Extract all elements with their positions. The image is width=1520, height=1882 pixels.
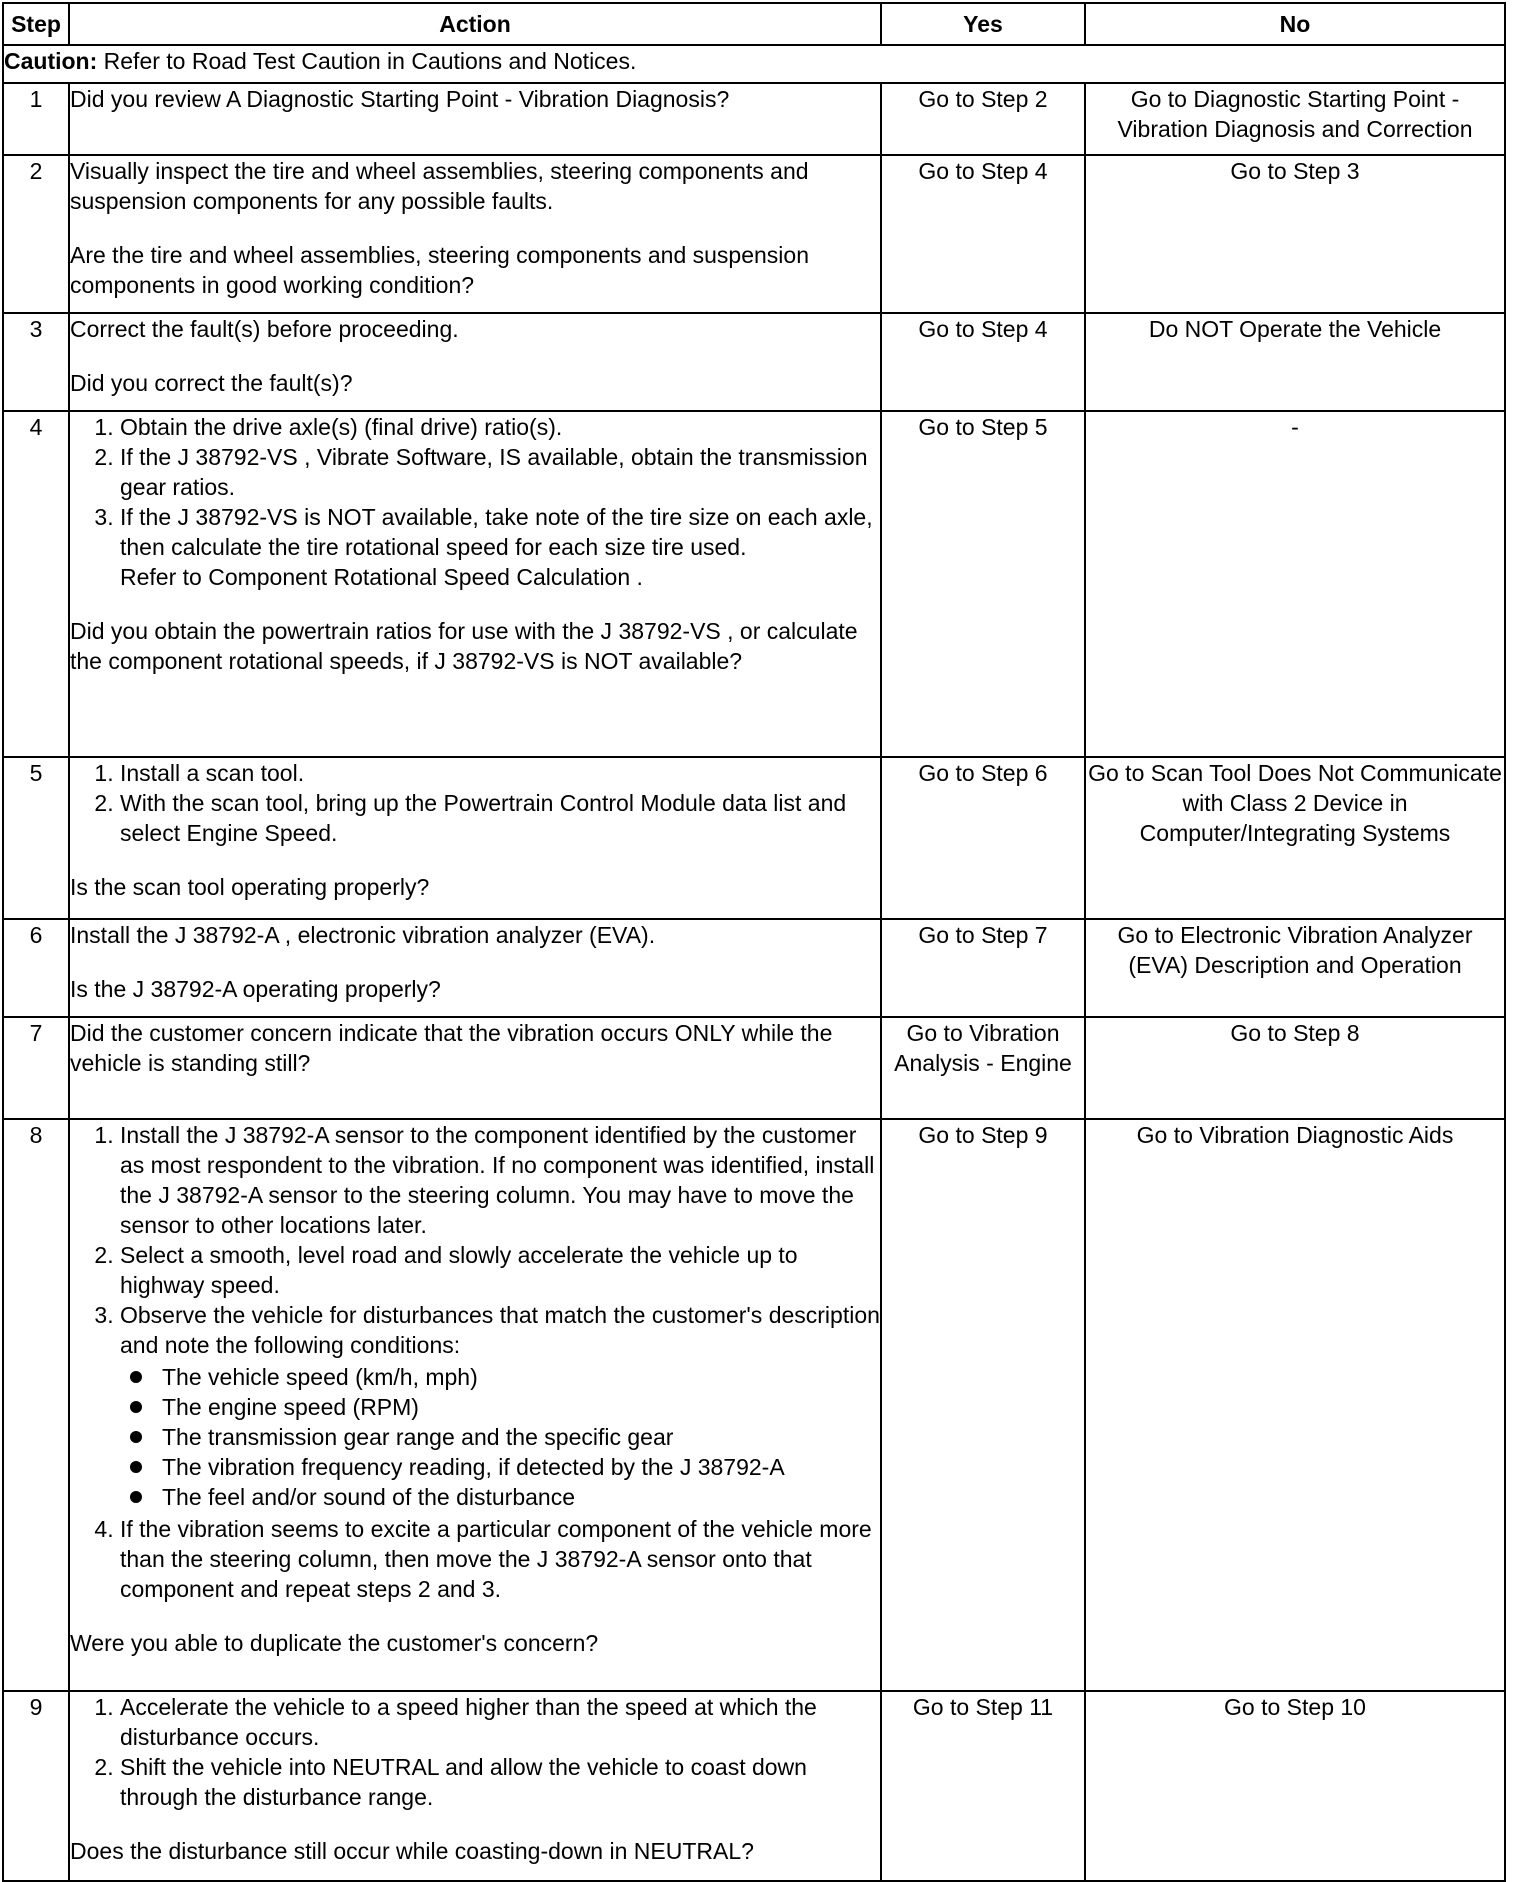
procedure-item <box>120 1120 880 1240</box>
procedure-note: Refer to Component Rotational Speed Calculation . <box>120 564 643 590</box>
condition-item: The feel and/or sound of the disturbance <box>162 1482 880 1512</box>
yes-cell: Go to Step 6 <box>881 757 1085 919</box>
no-cell: Go to Electronic Vibration Analyzer (EVA) Description and Operation <box>1085 919 1505 1017</box>
procedure-text: With the scan tool, bring up the Powertrain Control Module data list and select Engine Speed. <box>120 790 847 846</box>
step-number: 8 <box>3 1119 69 1691</box>
action-cell <box>69 83 881 155</box>
step-number: 4 <box>3 411 69 757</box>
no-cell: Go to Vibration Diagnostic Aids <box>1085 1119 1505 1691</box>
action-question: Did you correct the fault(s)? <box>70 370 353 396</box>
caution-row <box>3 45 1505 83</box>
action-cell <box>69 155 881 313</box>
yes-cell: Go to Vibration Analysis - Engine <box>881 1017 1085 1119</box>
action-cell <box>69 313 881 411</box>
procedure-text: Obtain the drive axle(s) (final drive) ratio(s). <box>120 414 563 440</box>
caution-cell <box>3 45 1505 83</box>
procedure-text: Accelerate the vehicle to a speed higher than the speed at which the disturbance occurs. <box>120 1694 817 1750</box>
header-no: No <box>1085 3 1505 45</box>
action-cell <box>69 919 881 1017</box>
procedure-text: Observe the vehicle for disturbances that match the customer's description and note the following conditions: <box>120 1302 880 1358</box>
procedure-item <box>120 412 880 442</box>
action-question: Did you obtain the powertrain ratios for use with the J 38792-VS , or calculate the component rotational speeds, if J 38792-VS is NOT available? <box>70 618 858 674</box>
header-row <box>3 3 1505 45</box>
no-cell: Go to Step 3 <box>1085 155 1505 313</box>
procedure-item <box>120 1300 880 1512</box>
procedure-item <box>120 502 880 592</box>
procedure-list <box>70 412 880 592</box>
action-cell <box>69 1017 881 1119</box>
no-cell: - <box>1085 411 1505 757</box>
step-number: 2 <box>3 155 69 313</box>
action-question: Did you review A Diagnostic Starting Point - Vibration Diagnosis? <box>70 86 730 112</box>
step-number: 3 <box>3 313 69 411</box>
header-action: Action <box>69 3 881 45</box>
caution-label: Caution: <box>4 48 98 74</box>
yes-cell: Go to Step 4 <box>881 313 1085 411</box>
procedure-text: Install the J 38792-A sensor to the component identified by the customer as most respondent to the vibration. If no component was identified, install the J 38792-A sensor to the steering column. You may have to move the sensor to other locations later. <box>120 1122 875 1238</box>
yes-cell: Go to Step 4 <box>881 155 1085 313</box>
action-question: Did the customer concern indicate that the vibration occurs ONLY while the vehicle is standing still? <box>70 1020 833 1076</box>
table-row <box>3 411 1505 757</box>
procedure-text: Shift the vehicle into NEUTRAL and allow the vehicle to coast down through the disturbance range. <box>120 1754 807 1810</box>
procedure-item <box>120 1752 880 1812</box>
step-number: 6 <box>3 919 69 1017</box>
yes-cell: Go to Step 11 <box>881 1691 1085 1881</box>
procedure-item <box>120 1240 880 1300</box>
yes-cell: Go to Step 7 <box>881 919 1085 1017</box>
action-question: Is the scan tool operating properly? <box>70 874 430 900</box>
condition-item: The vibration frequency reading, if detected by the J 38792-A <box>162 1452 880 1482</box>
table-row <box>3 757 1505 919</box>
no-cell: Go to Step 10 <box>1085 1691 1505 1881</box>
procedure-text: If the J 38792-VS is NOT available, take note of the tire size on each axle, then calculate the tire rotational speed for each size tire used. <box>120 504 873 560</box>
header-step: Step <box>3 3 69 45</box>
condition-item: The transmission gear range and the specific gear <box>162 1422 880 1452</box>
action-cell <box>69 1691 881 1881</box>
procedure-list <box>70 1120 880 1604</box>
condition-item: The vehicle speed (km/h, mph) <box>162 1362 880 1392</box>
procedure-list <box>70 1692 880 1812</box>
procedure-item <box>120 1514 880 1604</box>
action-question: Were you able to duplicate the customer's concern? <box>70 1630 599 1656</box>
yes-cell: Go to Step 2 <box>881 83 1085 155</box>
procedure-item <box>120 442 880 502</box>
action-intro: Visually inspect the tire and wheel assemblies, steering components and suspension components for any possible faults. <box>70 158 809 214</box>
table-row <box>3 1691 1505 1881</box>
action-intro: Install the J 38792-A , electronic vibration analyzer (EVA). <box>70 922 656 948</box>
yes-cell: Go to Step 5 <box>881 411 1085 757</box>
table-row <box>3 155 1505 313</box>
condition-list <box>120 1362 880 1512</box>
diagnostic-table <box>2 2 1506 1882</box>
condition-item: The engine speed (RPM) <box>162 1392 880 1422</box>
procedure-text: Install a scan tool. <box>120 760 305 786</box>
step-number: 5 <box>3 757 69 919</box>
procedure-item <box>120 788 880 848</box>
procedure-list <box>70 758 880 848</box>
step-number: 9 <box>3 1691 69 1881</box>
action-question: Does the disturbance still occur while coasting-down in NEUTRAL? <box>70 1838 754 1864</box>
no-cell: Go to Step 8 <box>1085 1017 1505 1119</box>
action-cell <box>69 757 881 919</box>
table-row <box>3 919 1505 1017</box>
header-yes: Yes <box>881 3 1085 45</box>
action-cell <box>69 411 881 757</box>
table-row <box>3 1119 1505 1691</box>
no-cell: Go to Scan Tool Does Not Communicate with Class 2 Device in Computer/Integrating Systems <box>1085 757 1505 919</box>
no-cell: Go to Diagnostic Starting Point - Vibration Diagnosis and Correction <box>1085 83 1505 155</box>
action-cell <box>69 1119 881 1691</box>
table-row <box>3 313 1505 411</box>
action-intro: Correct the fault(s) before proceeding. <box>70 316 459 342</box>
procedure-text: Select a smooth, level road and slowly accelerate the vehicle up to highway speed. <box>120 1242 798 1298</box>
step-number: 1 <box>3 83 69 155</box>
action-question: Are the tire and wheel assemblies, steering components and suspension components in good working condition? <box>70 242 809 298</box>
caution-text: Refer to Road Test Caution in Cautions and Notices. <box>103 48 637 74</box>
procedure-item <box>120 1692 880 1752</box>
step-number: 7 <box>3 1017 69 1119</box>
action-question: Is the J 38792-A operating properly? <box>70 976 441 1002</box>
yes-cell: Go to Step 9 <box>881 1119 1085 1691</box>
table-row <box>3 1017 1505 1119</box>
table-row <box>3 83 1505 155</box>
procedure-item <box>120 758 880 788</box>
no-cell: Do NOT Operate the Vehicle <box>1085 313 1505 411</box>
procedure-text: If the J 38792-VS , Vibrate Software, IS available, obtain the transmission gear ratios. <box>120 444 868 500</box>
procedure-text: If the vibration seems to excite a particular component of the vehicle more than the steering column, then move the J 38792-A sensor onto that component and repeat steps 2 and 3. <box>120 1516 872 1602</box>
